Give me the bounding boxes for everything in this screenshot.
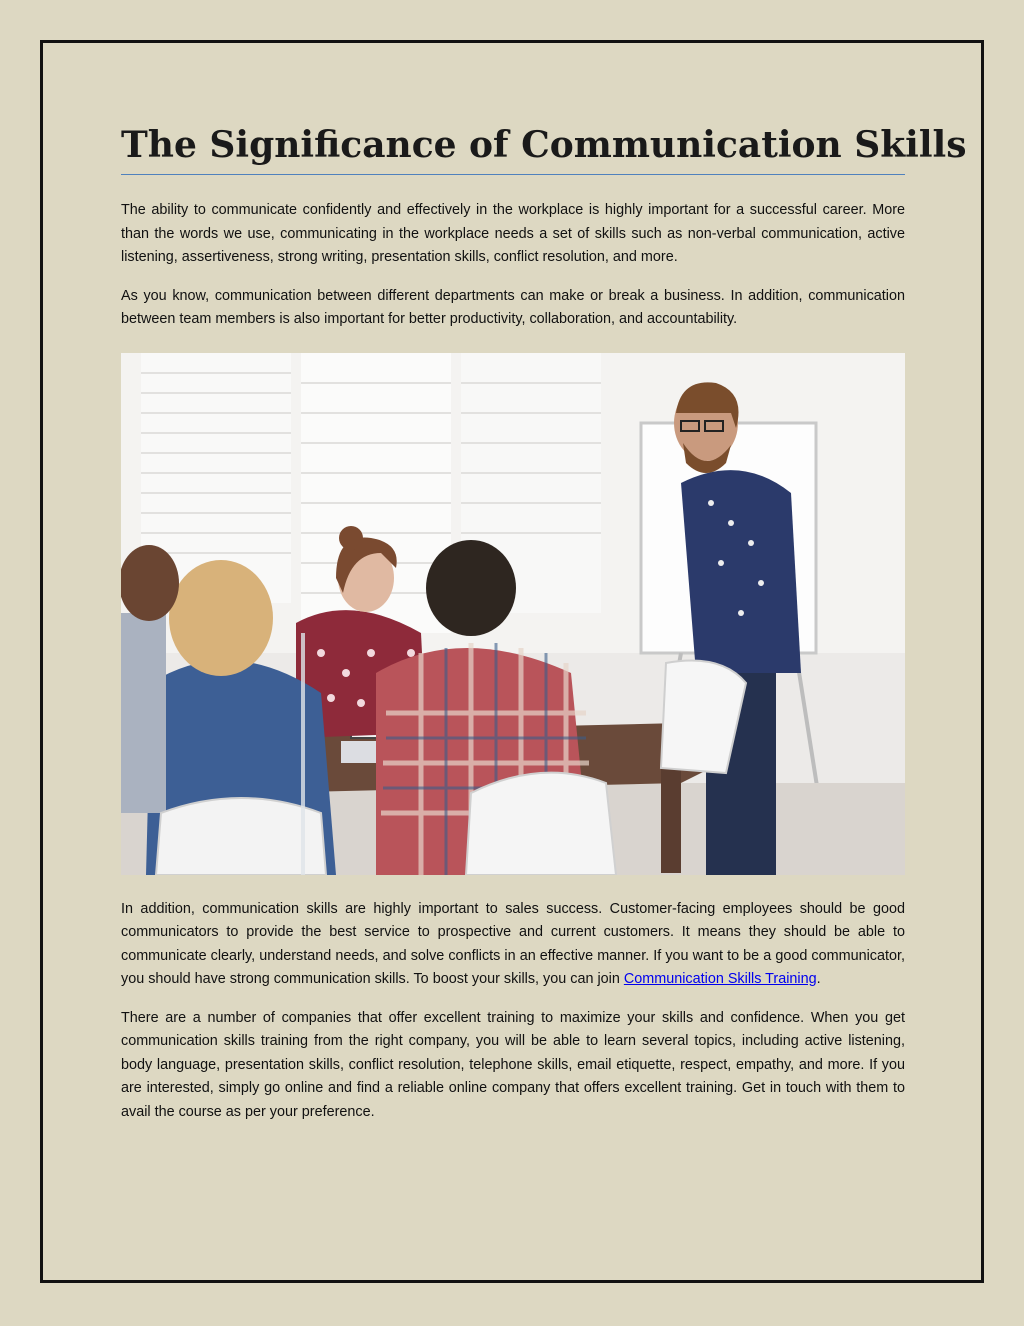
paragraph-4: There are a number of companies that offer excellent training to maximize your skills and confidence. When you get communication skills training from the right company, you will be able to learn several topics, including active listening, body language, presentation skills, conflict resolution, telephone skills, email etiquette, respect, empathy, and more. If you are interested, simply go online and find a reliable online company that offers excellent training. Get in touch with them to avail the course as per your preference. bbox=[121, 1009, 905, 1120]
paragraph-3-end: . bbox=[816, 971, 821, 987]
paragraph-3 bbox=[121, 898, 905, 992]
paragraph-3-text: In addition, communication skills are highly important to sales success. Customer-facing employees should be good communicators to provide the best service to prospective and current customers. It means they should be able to communicate clearly, understand needs, and solve conflicts in an effective manner. If you want to be a good communicator, you should have strong communication skills. To boost your skills, you can join bbox=[121, 900, 905, 987]
paragraph-2: As you know, communication between different departments can make or break a business. In addition, communication between team members is also important for better productivity, collaboration, and accountability. bbox=[121, 287, 905, 327]
document-title: The Significance of Communication Skills bbox=[121, 118, 905, 175]
paragraph-1: The ability to communicate confidently and effectively in the workplace is highly important for a successful career. More than the words we use, communicating in the workplace needs a set of skills such as non-verbal communication, active listening, assertiveness, strong writing, presentation skills, conflict resolution, and more. bbox=[121, 202, 905, 265]
communication-skills-training-link[interactable]: Communication Skills Training bbox=[623, 971, 817, 987]
document-body bbox=[121, 118, 967, 1124]
meeting-photo bbox=[121, 353, 905, 875]
